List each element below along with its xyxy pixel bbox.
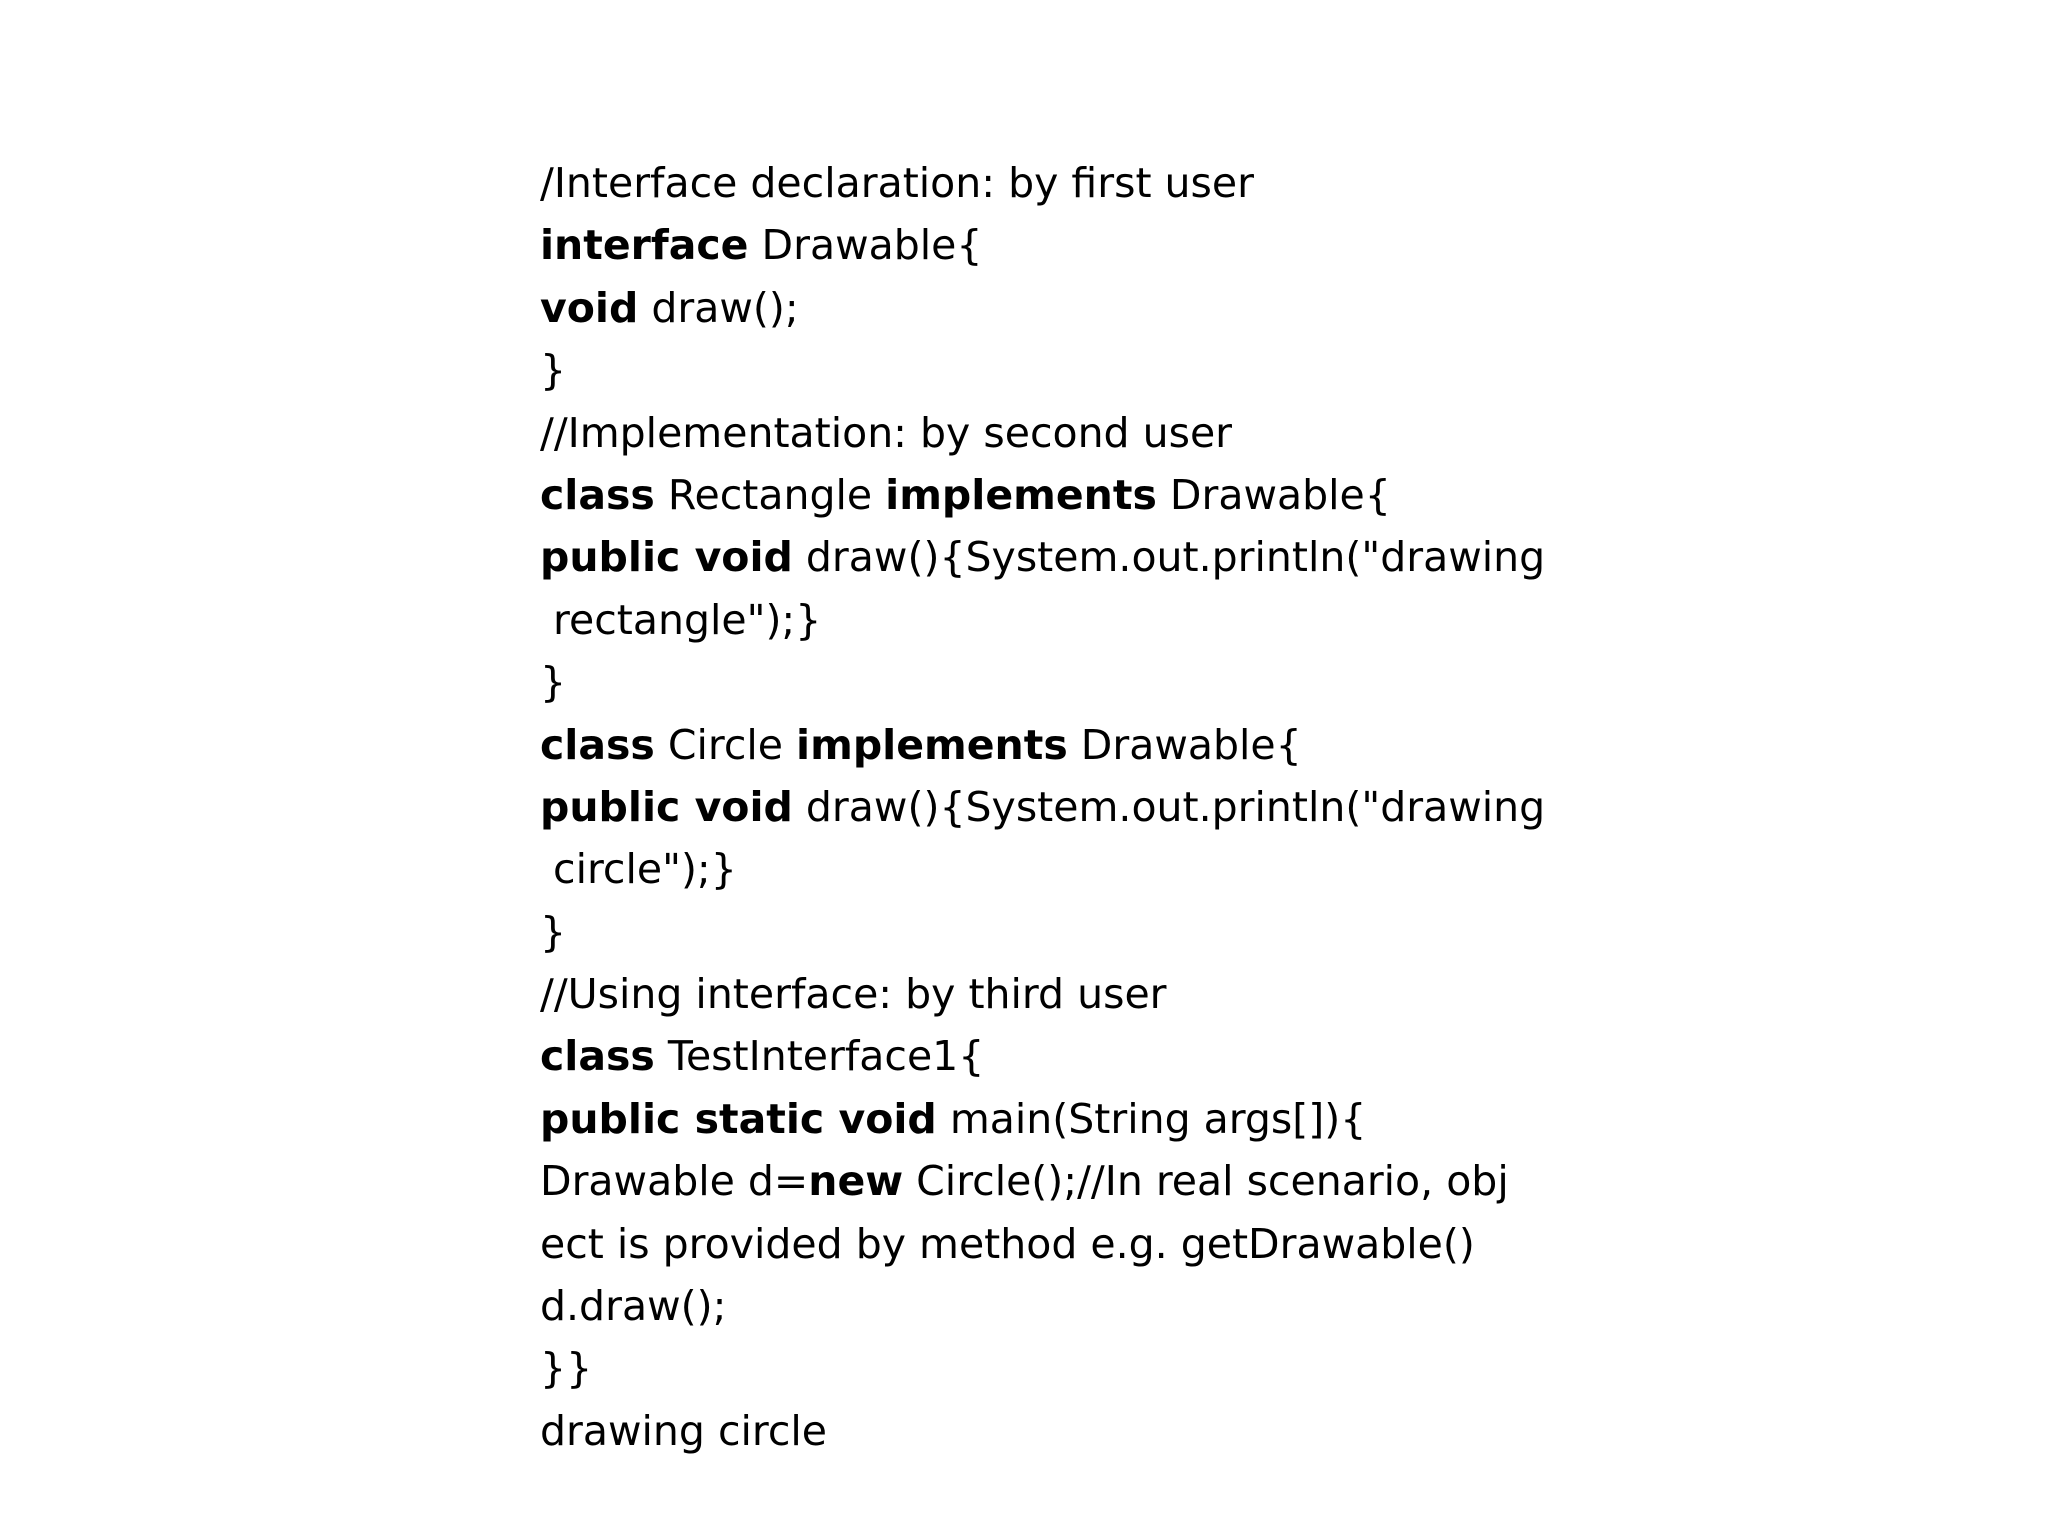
- code-line: [540, 152, 1590, 214]
- code-keyword: public void: [540, 533, 793, 582]
- code-text: Drawable d=: [540, 1157, 809, 1206]
- code-keyword: class: [540, 1032, 655, 1081]
- code-line: [540, 651, 1590, 713]
- code-text: drawing circle: [540, 1406, 828, 1455]
- code-text: /Interface declaration: by first user: [540, 159, 1254, 207]
- code-line: [540, 1275, 1590, 1337]
- code-text: Circle();//In real scenario, obj: [903, 1157, 1509, 1206]
- code-keyword: interface: [540, 221, 749, 270]
- code-line: [540, 776, 1590, 838]
- code-text: Circle: [654, 720, 797, 769]
- code-line: [540, 1088, 1590, 1150]
- code-line: [540, 526, 1590, 588]
- code-keyword: public static void: [540, 1094, 937, 1143]
- code-text: rectangle");}: [540, 595, 822, 644]
- code-line: [540, 1400, 1590, 1462]
- code-line: [540, 1150, 1590, 1212]
- code-text: draw(){System.out.println("drawing: [792, 782, 1546, 831]
- code-text: }: [540, 346, 567, 395]
- code-text: }: [540, 907, 567, 956]
- code-text: Drawable{: [1156, 470, 1391, 519]
- code-line: [540, 1025, 1590, 1087]
- code-keyword: class: [540, 720, 655, 769]
- code-line: [540, 589, 1590, 651]
- code-line: [540, 1213, 1590, 1275]
- code-text: circle");}: [540, 845, 737, 894]
- code-text: }}: [540, 1344, 593, 1393]
- code-text: d.draw();: [540, 1282, 727, 1331]
- code-keyword: public void: [540, 782, 793, 831]
- code-line: [540, 402, 1590, 464]
- code-line: [540, 214, 1590, 276]
- code-keyword: new: [808, 1157, 904, 1206]
- code-text: Drawable{: [1067, 720, 1302, 769]
- code-text: draw(){System.out.println("drawing: [792, 533, 1546, 582]
- code-keyword: implements: [796, 720, 1068, 769]
- code-line: [540, 339, 1590, 401]
- code-text: }: [540, 658, 567, 707]
- code-text: draw();: [638, 283, 799, 332]
- code-line: [540, 464, 1590, 526]
- code-block: [540, 152, 1590, 1462]
- code-keyword: void: [540, 283, 639, 332]
- code-keyword: implements: [885, 470, 1157, 519]
- code-line: [540, 1337, 1590, 1399]
- code-line: [540, 277, 1590, 339]
- code-line: [540, 901, 1590, 963]
- code-text: TestInterface1{: [654, 1032, 985, 1081]
- code-text: //Using interface: by third user: [540, 970, 1167, 1019]
- code-text: ect is provided by method e.g. getDrawable(): [540, 1219, 1475, 1268]
- code-text: //Implementation: by second user: [540, 408, 1233, 457]
- code-keyword: class: [540, 470, 655, 519]
- code-text: main(String args[]){: [936, 1094, 1367, 1143]
- code-line: [540, 714, 1590, 776]
- code-line: [540, 838, 1590, 900]
- code-text: Drawable{: [748, 221, 983, 270]
- code-text: Rectangle: [654, 470, 886, 519]
- code-line: [540, 963, 1590, 1025]
